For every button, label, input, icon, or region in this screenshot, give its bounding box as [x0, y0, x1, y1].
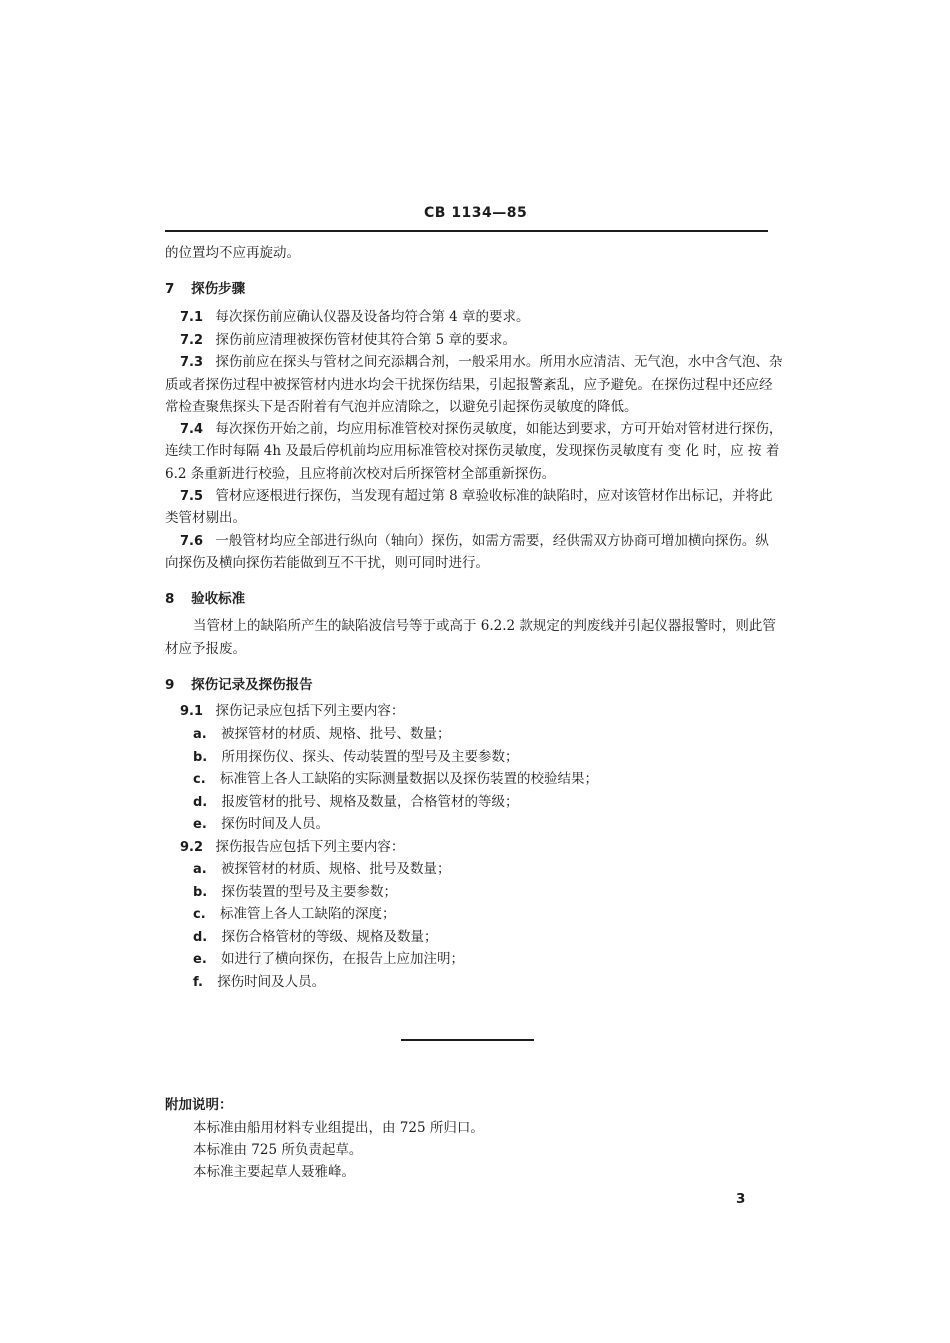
clause-7-3 — [180, 353, 782, 372]
standard-number: CB 1134—85 — [424, 205, 528, 221]
list-item — [193, 725, 451, 744]
list-marker: d. — [193, 930, 208, 945]
clause-number: 7.1 — [180, 310, 204, 325]
section-title: 探伤步骤 — [191, 281, 246, 297]
clause-7-6-line2: 向探伤及横向探伤若能做到互不干扰，则可同时进行。 — [165, 555, 489, 571]
list-text: 如进行了横向探伤，在报告上应加注明； — [221, 951, 465, 967]
clause-number: 7.4 — [180, 422, 204, 437]
clause-7-2 — [180, 331, 516, 350]
list-item — [193, 815, 329, 834]
clause-7-4 — [180, 420, 782, 439]
list-text: 探伤装置的型号及主要参数； — [221, 884, 398, 900]
clause-text: 每次探伤前应确认仪器及设备均符合第 4 章的要求。 — [215, 309, 530, 325]
list-marker: e. — [193, 817, 207, 832]
clause-number: 7.6 — [180, 534, 204, 549]
list-text: 所用探伤仪、探头、传动装置的型号及主要参数； — [221, 749, 519, 765]
clause-7-3-line2: 质或者探伤过程中被探管材内进水均会干扰探伤结果，引起报警紊乱，应予避免。在探伤过程中还应经 — [165, 377, 773, 393]
section-title: 验收标准 — [191, 591, 246, 607]
clause-7-4-line3: 6.2 条重新进行校验，且应将前次校对后所探管材全部重新探伤。 — [165, 466, 556, 482]
list-marker: c. — [193, 907, 206, 922]
section-7-heading — [165, 280, 245, 298]
end-rule — [401, 1039, 534, 1041]
clause-text: 探伤记录应包括下列主要内容： — [215, 703, 405, 719]
appendix-title: 附加说明： — [165, 1097, 233, 1113]
list-item — [193, 770, 598, 789]
clause-9-1 — [180, 702, 404, 721]
section-8-heading — [165, 590, 245, 608]
list-marker: a. — [193, 727, 207, 742]
list-text: 探伤合格管材的等级、规格及数量； — [221, 929, 438, 945]
list-text: 探伤时间及人员。 — [217, 974, 326, 990]
list-text: 被探管材的材质、规格、批号及数量； — [221, 861, 451, 877]
continuation-text: 的位置均不应再旋动。 — [165, 245, 300, 261]
list-marker: d. — [193, 795, 208, 810]
clause-text: 每次探伤开始之前，均应用标准管校对探伤灵敏度，如能达到要求，方可开始对管材进行探伤， — [215, 421, 783, 437]
clause-number: 9.2 — [180, 840, 204, 855]
appendix-line3: 本标准主要起草人聂雅峰。 — [193, 1164, 355, 1180]
list-item — [193, 950, 464, 969]
list-text: 标准管上各人工缺陷的深度； — [219, 906, 396, 922]
clause-number: 7.2 — [180, 333, 204, 348]
list-text: 报废管材的批号、规格及数量，合格管材的等级； — [221, 794, 519, 810]
clause-7-4-line2: 连续工作时每隔 4h 及最后停机前均应用标准管校对探伤灵敏度，发现探伤灵敏度有 变 化 时，应 按 着 — [165, 443, 780, 459]
list-item — [193, 905, 395, 924]
clause-text: 管材应逐根进行探伤，当发现有超过第 8 章验收标准的缺陷时，应对该管材作出标记，并将此 — [215, 488, 773, 504]
list-item — [193, 928, 438, 947]
clause-text: 探伤前应清理被探伤管材使其符合第 5 章的要求。 — [215, 332, 516, 348]
list-item — [193, 883, 397, 902]
section-number: 9 — [165, 677, 175, 693]
clause-text: 一般管材均应全部进行纵向（轴向）探伤，如需方需要，经供需双方协商可增加横向探伤。纵 — [215, 533, 769, 549]
list-marker: a. — [193, 862, 207, 877]
list-item — [193, 860, 451, 879]
list-marker: f. — [193, 975, 203, 990]
section-8-line2: 材应予报废。 — [165, 641, 246, 657]
page-number: 3 — [736, 1191, 746, 1207]
clause-number: 7.5 — [180, 489, 204, 504]
section-9-heading — [165, 676, 313, 694]
clause-text: 探伤前应在探头与管材之间充添耦合剂，一般采用水。所用水应清洁、无气泡，水中含气泡、杂 — [215, 354, 783, 370]
list-marker: b. — [193, 885, 208, 900]
header-rule — [165, 230, 768, 232]
section-number: 8 — [165, 591, 175, 607]
list-item — [193, 793, 519, 812]
section-number: 7 — [165, 281, 175, 297]
list-item — [193, 748, 519, 767]
appendix-line1: 本标准由船用材料专业组提出，由 725 所归口。 — [193, 1120, 484, 1136]
clause-9-2 — [180, 838, 404, 857]
clause-7-3-line3: 常检查聚焦探头下是否附着有气泡并应清除之，以避免引起探伤灵敏度的降低。 — [165, 399, 638, 415]
list-text: 标准管上各人工缺陷的实际测量数据以及探伤装置的校验结果； — [219, 771, 598, 787]
clause-text: 探伤报告应包括下列主要内容： — [215, 839, 405, 855]
clause-7-6 — [180, 532, 769, 551]
clause-7-5 — [180, 487, 773, 506]
list-marker: b. — [193, 750, 208, 765]
list-marker: c. — [193, 772, 206, 787]
list-item — [193, 973, 325, 992]
section-title: 探伤记录及探伤报告 — [191, 677, 313, 693]
section-8-line1: 当管材上的缺陷所产生的缺陷波信号等于或高于 6.2.2 款规定的判废线并引起仪器报警时，则此管 — [193, 618, 776, 634]
list-marker: e. — [193, 952, 207, 967]
clause-number: 7.3 — [180, 355, 204, 370]
clause-number: 9.1 — [180, 704, 204, 719]
clause-7-5-line2: 类管材剔出。 — [165, 510, 246, 526]
clause-7-1 — [180, 308, 530, 327]
appendix-line2: 本标准由 725 所负责起草。 — [193, 1142, 363, 1158]
list-text: 被探管材的材质、规格、批号、数量； — [221, 726, 451, 742]
list-text: 探伤时间及人员。 — [221, 816, 330, 832]
